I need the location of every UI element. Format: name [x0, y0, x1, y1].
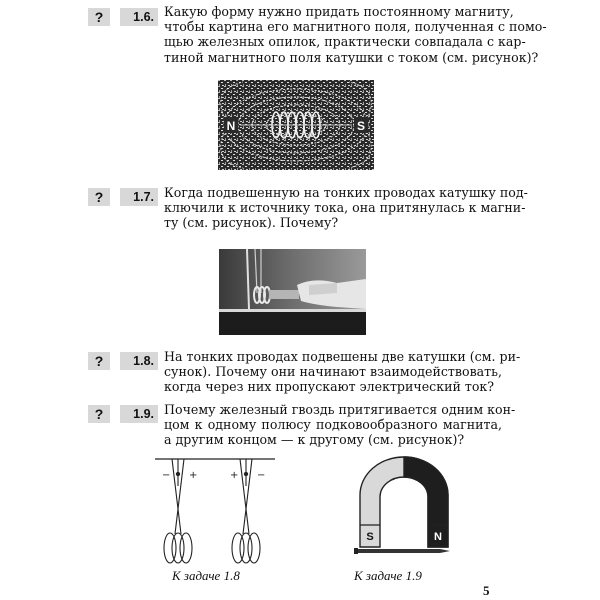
text-line: сунок). Почему они начинают взаимодействовать, [164, 364, 502, 380]
problem-number: 1.8. [120, 352, 158, 370]
text-line: тиной магнитного поля катушки с током (см. рисунок)? [164, 49, 539, 65]
text-line: ту (см. рисунок). Почему? [164, 215, 339, 231]
problem-text [164, 349, 521, 395]
problem-number: 1.7. [120, 188, 158, 206]
text-line: Когда подвешенную на тонких проводах катушку под- [164, 185, 528, 200]
question-mark-badge: ? [88, 405, 110, 423]
coil1-left-sign: − [162, 470, 171, 481]
page-number: 5 [483, 583, 490, 598]
north-pole-label: N [226, 119, 236, 133]
question-mark-badge: ? [88, 8, 110, 26]
caption-1-9: К задаче 1.9 [354, 568, 422, 583]
text-line: ключили к источнику тока, она притянулась к магни- [164, 200, 526, 216]
horseshoe-magnet-figure [354, 455, 454, 561]
problem-text [164, 4, 547, 65]
coil-magnet-photo [219, 249, 366, 335]
suspended-coils-figure [150, 456, 280, 568]
problem-text [164, 185, 528, 231]
text-line: чтобы картина его магнитного поля, полученная с помо- [164, 19, 547, 35]
question-mark-badge: ? [88, 188, 110, 206]
coil1-right-sign: + [189, 470, 198, 481]
coil2-right-sign: − [257, 470, 266, 481]
problem-number: 1.9. [120, 405, 158, 423]
text-line: На тонких проводах подвешены две катушки (см. ри- [164, 349, 521, 364]
text-line: Какую форму нужно придать постоянному магниту, [164, 4, 514, 19]
question-mark-badge: ? [88, 352, 110, 370]
problem-text [164, 402, 516, 448]
text-line: а другим концом — к другому (см. рисунок)? [164, 432, 465, 448]
problem-number: 1.6. [120, 8, 158, 26]
text-line: Почему железный гвоздь притягивается одним кон- [164, 402, 516, 417]
text-line: когда через них пропускают электрический ток? [164, 379, 495, 395]
caption-1-8: К задаче 1.8 [172, 568, 240, 583]
south-pole-label: S [366, 531, 374, 543]
coil2-left-sign: + [230, 470, 239, 481]
text-line: щью железных опилок, практически совпадала с кар- [164, 34, 526, 50]
south-pole-label: S [356, 119, 366, 133]
magnetic-field-filings-figure [218, 80, 374, 170]
north-pole-label: N [434, 531, 442, 543]
text-line: цом к одному полюсу подковообразного магнита, [164, 417, 502, 433]
